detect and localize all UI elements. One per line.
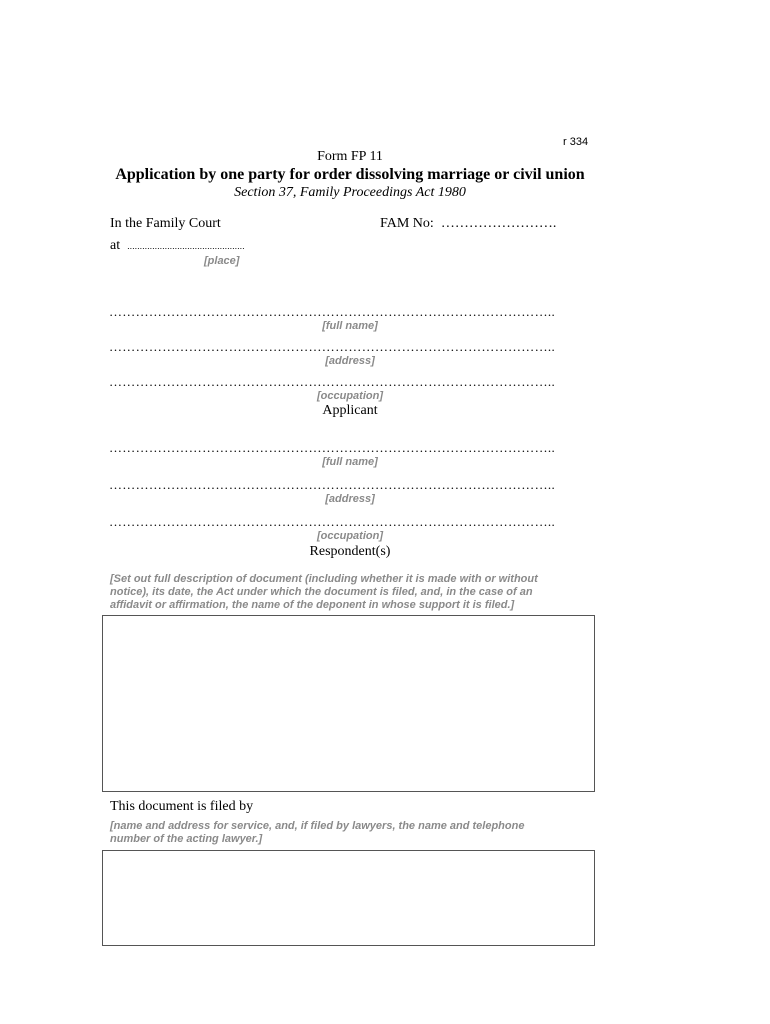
document-description-box[interactable] xyxy=(102,615,595,792)
rule-reference: r 334 xyxy=(563,136,589,148)
respondent-occupation-field[interactable]: ……………………………………………………………………………………….. xyxy=(109,515,555,529)
fam-no-field[interactable] xyxy=(380,216,556,232)
respondent-address-hint: [address] xyxy=(325,493,375,505)
court-label: In the Family Court xyxy=(110,216,221,231)
filed-by-instruction xyxy=(110,820,524,846)
place-dots: ............................................... xyxy=(127,241,245,251)
fam-no-label: FAM No: xyxy=(380,216,434,231)
respondent-full-name-field[interactable]: ……………………………………………………………………………………….. xyxy=(109,441,555,455)
subtitle: Section 37, Family Proceedings Act 1980 xyxy=(234,185,466,200)
form-number: Form FP 11 xyxy=(317,149,383,164)
applicant-occupation-field[interactable]: ……………………………………………………………………………………….. xyxy=(109,375,555,389)
applicant-full-name-field[interactable]: ……………………………………………………………………………………….. xyxy=(109,305,555,319)
respondent-label: Respondent(s) xyxy=(309,544,391,559)
document-instruction xyxy=(110,573,538,612)
respondent-full-name-hint: [full name] xyxy=(322,456,378,468)
applicant-address-field[interactable]: ……………………………………………………………………………………….. xyxy=(109,340,555,354)
instruction-line: [name and address for service, and, if filed by lawyers, the name and telephone xyxy=(110,820,525,832)
instruction-line: affidavit or affirmation, the name of the deponent in whose support it is filed.] xyxy=(110,599,515,611)
applicant-address-hint: [address] xyxy=(325,355,375,367)
fam-no-dots: ……………………. xyxy=(440,216,557,231)
filed-by-label: This document is filed by xyxy=(110,799,254,814)
instruction-line: notice), its date, the Act under which the document is filed, and, in the case of an xyxy=(110,586,533,598)
instruction-line: number of the acting lawyer.] xyxy=(110,833,263,845)
place-field[interactable] xyxy=(110,239,245,253)
applicant-full-name-hint: [full name] xyxy=(322,320,378,332)
applicant-occupation-hint: [occupation] xyxy=(317,390,383,402)
place-hint: [place] xyxy=(204,255,240,267)
respondent-occupation-hint: [occupation] xyxy=(317,530,383,542)
instruction-line: [Set out full description of document (including whether it is made with or without xyxy=(110,573,538,585)
respondent-address-field[interactable]: ……………………………………………………………………………………….. xyxy=(109,478,555,492)
at-label: at xyxy=(110,238,121,253)
filed-by-box[interactable] xyxy=(102,850,595,946)
page-title: Application by one party for order dissolving marriage or civil union xyxy=(115,166,585,183)
applicant-label: Applicant xyxy=(322,403,378,418)
